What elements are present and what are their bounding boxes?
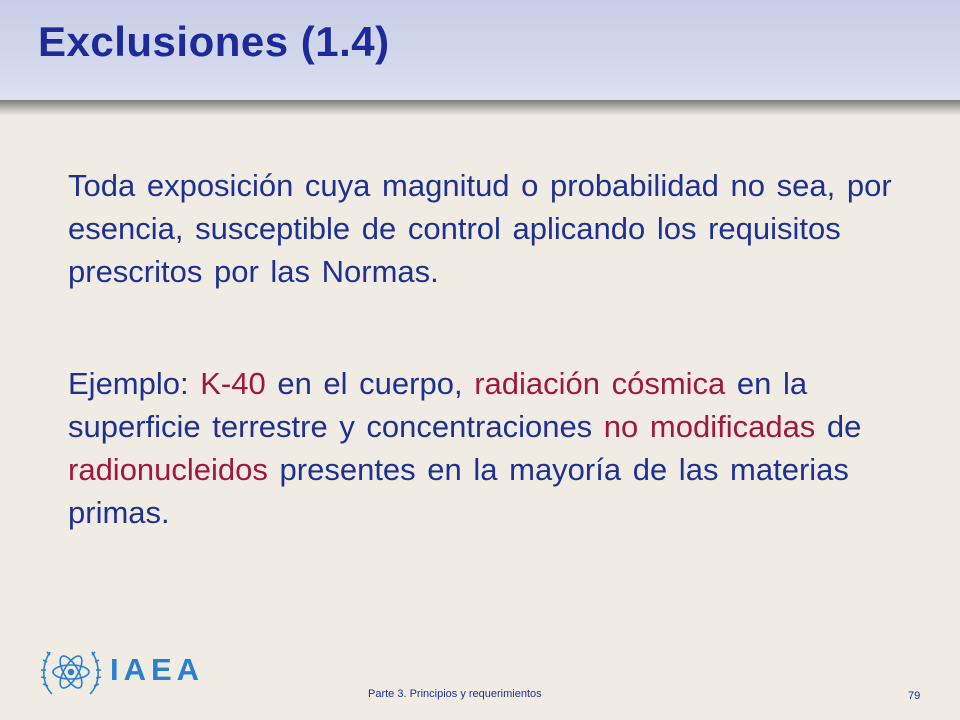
- iaea-emblem-icon: [38, 638, 104, 704]
- example-text: Ejemplo:: [68, 366, 201, 401]
- iaea-logo-text: IAEA: [110, 652, 205, 687]
- highlight-cosmic-radiation: radiación cósmica: [474, 366, 726, 401]
- header-shadow-divider: [0, 100, 960, 116]
- paragraph-definition: Toda exposición cuya magnitud o probabilidad no sea, por esencia, susceptible de control aplicando los requisitos prescritos por las Normas.: [68, 168, 892, 289]
- example-text: en la superficie terrestre y concentraciones: [68, 366, 808, 444]
- example-text: en el cuerpo,: [265, 366, 475, 401]
- highlight-radionuclides: radionucleidos: [68, 452, 268, 487]
- slide-title: Exclusiones (1.4): [38, 18, 390, 65]
- footer-caption: Parte 3. Principios y requerimientos: [368, 688, 542, 700]
- highlight-unmodified: no modificadas: [603, 409, 816, 444]
- example-text: de: [815, 409, 862, 444]
- highlight-k40: K-40: [200, 366, 266, 401]
- example-text: presentes en la mayoría de las materias primas.: [68, 452, 849, 530]
- page-number: 79: [908, 690, 921, 702]
- paragraph-example: [68, 362, 908, 534]
